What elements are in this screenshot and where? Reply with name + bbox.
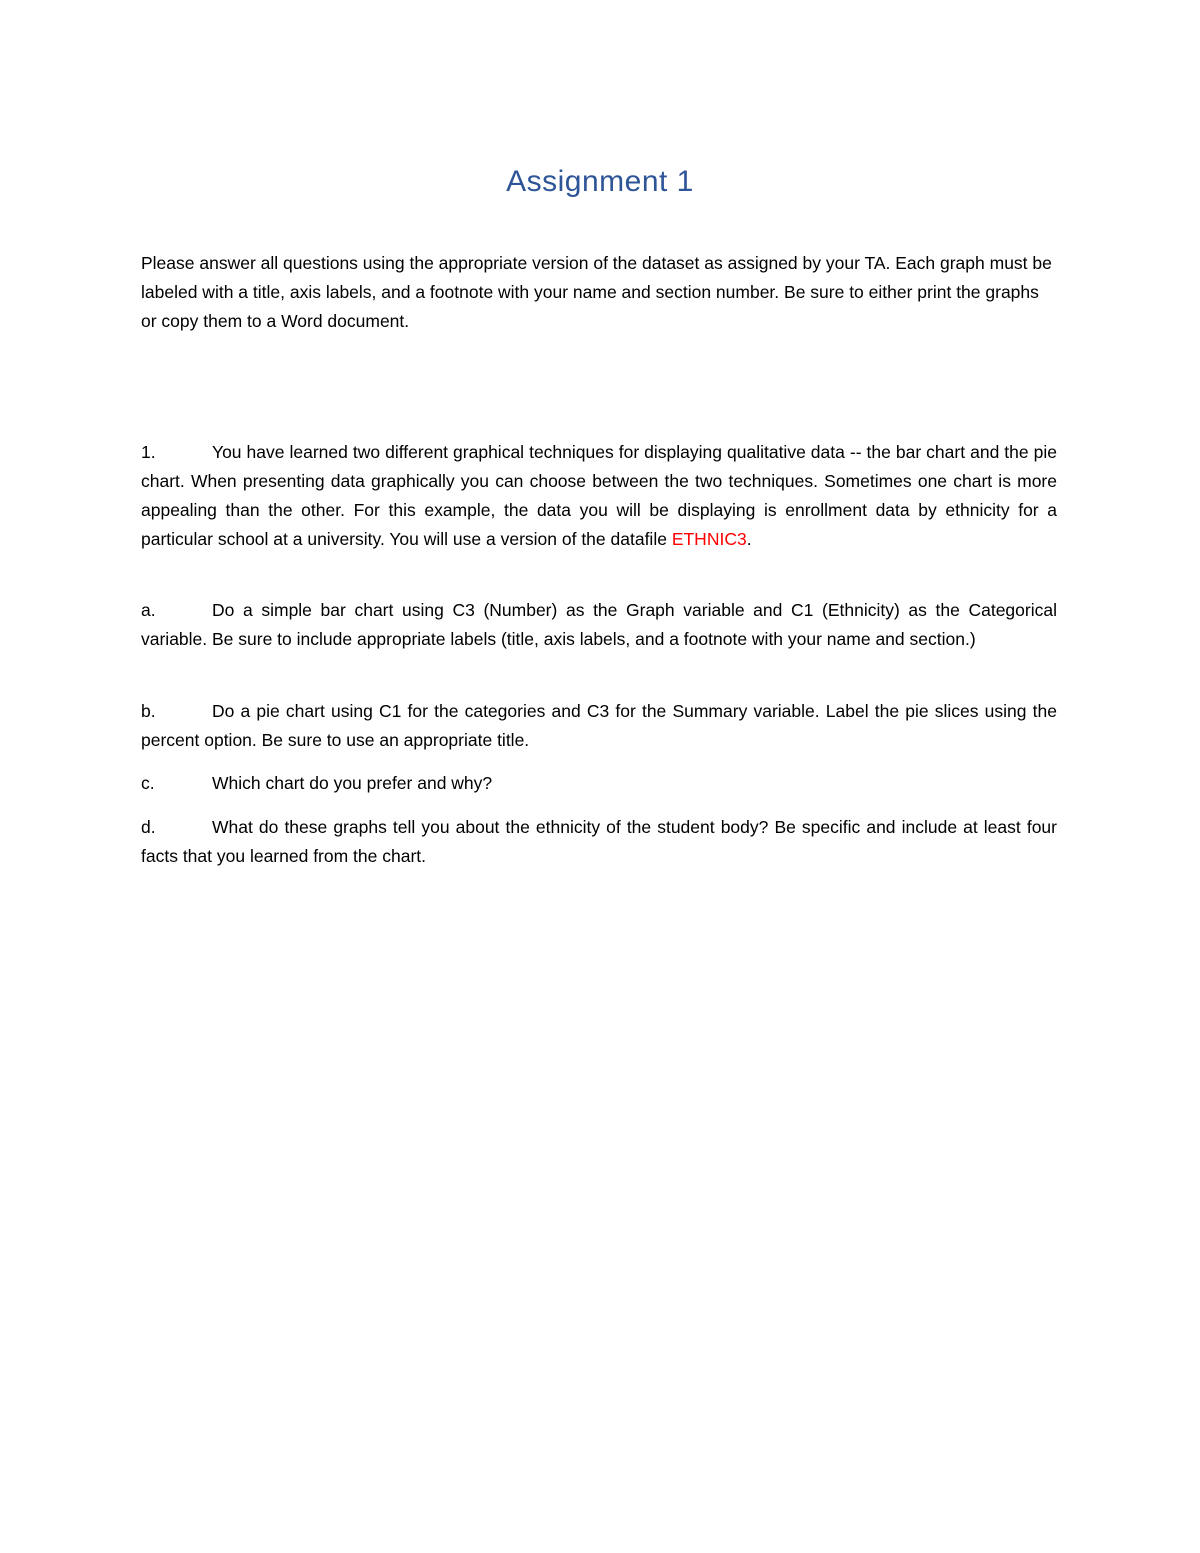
- part-b-text: Do a pie chart using C1 for the categories and C3 for the Summary variable. Label the pie slices using the percent option. Be sure to use an appropriate title.: [141, 701, 1057, 750]
- question-part-c: [141, 769, 1057, 798]
- question-part-b: [141, 697, 1057, 755]
- part-b-label: b.: [141, 701, 156, 721]
- question-1: [141, 438, 1057, 554]
- part-d-label: d.: [141, 817, 156, 837]
- part-a-text: Do a simple bar chart using C3 (Number) as the Graph variable and C1 (Ethnicity) as the Categorical variable. Be sure to include appropriate labels (title, axis labels, and a footnote with your name and section.): [141, 600, 1057, 649]
- part-c-text: Which chart do you prefer and why?: [212, 773, 493, 793]
- question-1-number: 1.: [141, 442, 156, 462]
- part-d-text: What do these graphs tell you about the ethnicity of the student body? Be specific and include at least four facts that you learned from the chart.: [141, 817, 1057, 866]
- intro-paragraph: Please answer all questions using the appropriate version of the dataset as assigned by your TA. Each graph must be labeled with a title, axis labels, and a footnote with your name and section number. Be sure to either print the graphs or copy them to a Word document.: [141, 253, 1052, 331]
- question-part-a: [141, 596, 1057, 654]
- part-a-label: a.: [141, 600, 156, 620]
- question-1-text: You have learned two different graphical techniques for displaying qualitative data -- the bar chart and the pie chart. When presenting data graphically you can choose between the two techniques. Sometimes one chart is more appealing than the other. For this example, the data you will be displaying is enrollment data by ethnicity for a particular school at a university. You will use a version of the datafile: [141, 442, 1057, 549]
- question-part-d: [141, 813, 1057, 871]
- part-c-label: c.: [141, 773, 155, 793]
- datafile-name: ETHNIC3: [671, 529, 747, 549]
- page-title: Assignment 1: [506, 165, 694, 198]
- question-1-end: .: [746, 529, 752, 549]
